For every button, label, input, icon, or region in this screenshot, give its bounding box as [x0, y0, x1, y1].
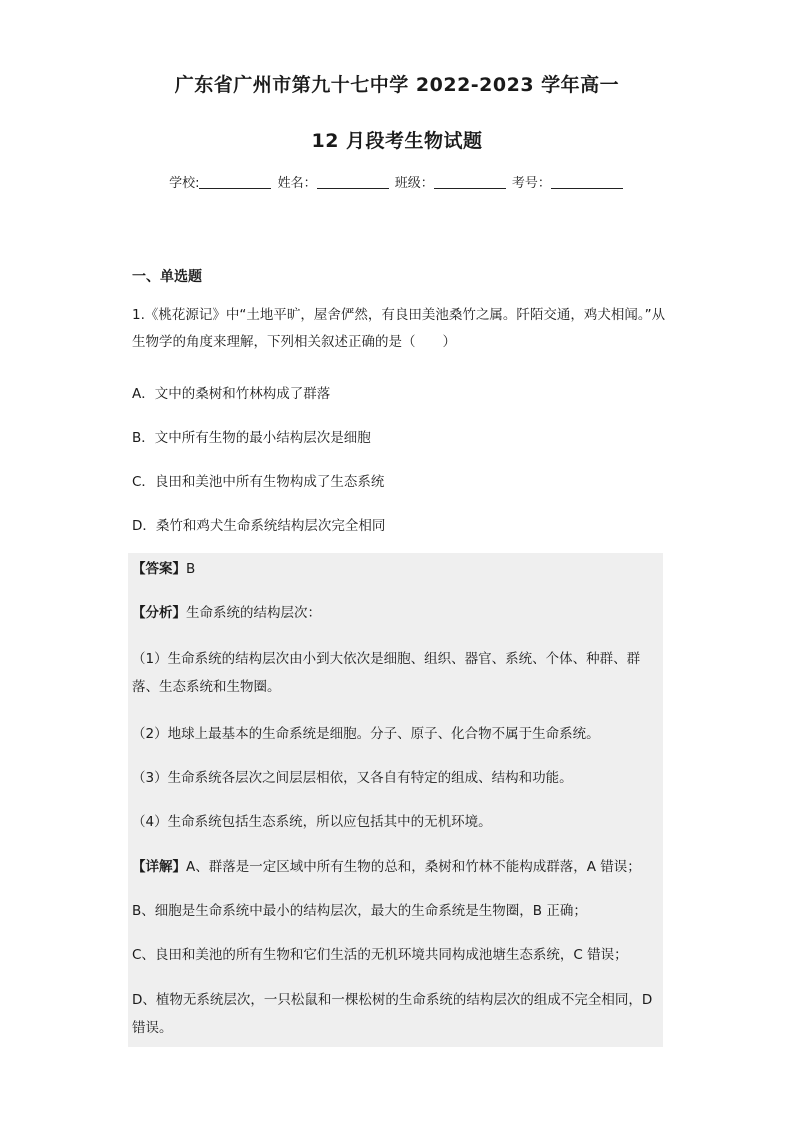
option-d: D．桑竹和鸡犬生命系统结构层次完全相同 — [132, 518, 386, 534]
option-b: B．文中所有生物的最小结构层次是细胞 — [132, 430, 371, 446]
question-stem: 1.《桃花源记》中“土地平旷，屋舍俨然，有良田美池桑竹之属。阡陌交通，鸡犬相闻。”从生物学的角度来理解，下列相关叙述正确的是（ ） — [132, 307, 666, 350]
detail-tag: 【详解】 — [132, 859, 186, 875]
name-label: 姓名： — [277, 176, 317, 191]
section-heading: 一、单选题 — [132, 269, 202, 285]
answer-tag: 【答案】 — [132, 561, 186, 577]
class-blank — [434, 176, 506, 189]
answer-line — [132, 555, 664, 583]
student-info-row — [0, 172, 794, 191]
analysis-text: 生命系统的结构层次： — [186, 605, 321, 621]
analysis-line — [132, 599, 664, 627]
school-blank — [199, 176, 271, 189]
detail-line-a — [132, 853, 664, 881]
doc-title-line2: 12 月段考生物试题 — [311, 130, 483, 152]
analysis-point-1: （1）生命系统的结构层次由小到大依次是细胞、组织、器官、系统、个体、种群、群落、生态系统和生物圈。 — [132, 651, 641, 695]
doc-title-line1: 广东省广州市第九十七中学 2022-2023 学年高一 — [174, 74, 620, 96]
number-label: 考号： — [511, 176, 551, 191]
detail-c: C、良田和美池的所有生物和它们生活的无机环境共同构成池塘生态系统，C 错误； — [132, 947, 628, 963]
analysis-point-4: （4）生命系统包括生态系统，所以应包括其中的无机环境。 — [132, 814, 492, 830]
detail-b: B、细胞是生命系统中最小的结构层次，最大的生命系统是生物圈，B 正确； — [132, 903, 587, 919]
number-blank — [551, 176, 623, 189]
school-label: 学校: — [169, 176, 200, 191]
option-a: A．文中的桑树和竹林构成了群落 — [132, 386, 331, 402]
name-blank — [317, 176, 389, 189]
option-c: C．良田和美池中所有生物构成了生态系统 — [132, 474, 385, 490]
detail-d: D、植物无系统层次，一只松鼠和一棵松树的生命系统的结构层次的组成不完全相同，D 错误。 — [132, 992, 653, 1036]
class-label: 班级： — [394, 176, 434, 191]
analysis-tag: 【分析】 — [132, 605, 186, 621]
analysis-point-2: （2）地球上最基本的生命系统是细胞。分子、原子、化合物不属于生命系统。 — [132, 726, 600, 742]
answer-panel — [128, 553, 663, 1047]
answer-value: B — [186, 561, 196, 577]
detail-a: A、群落是一定区域中所有生物的总和，桑树和竹林不能构成群落，A 错误； — [186, 859, 641, 875]
analysis-point-3: （3）生命系统各层次之间层层相依，又各自有特定的组成、结构和功能。 — [132, 770, 573, 786]
